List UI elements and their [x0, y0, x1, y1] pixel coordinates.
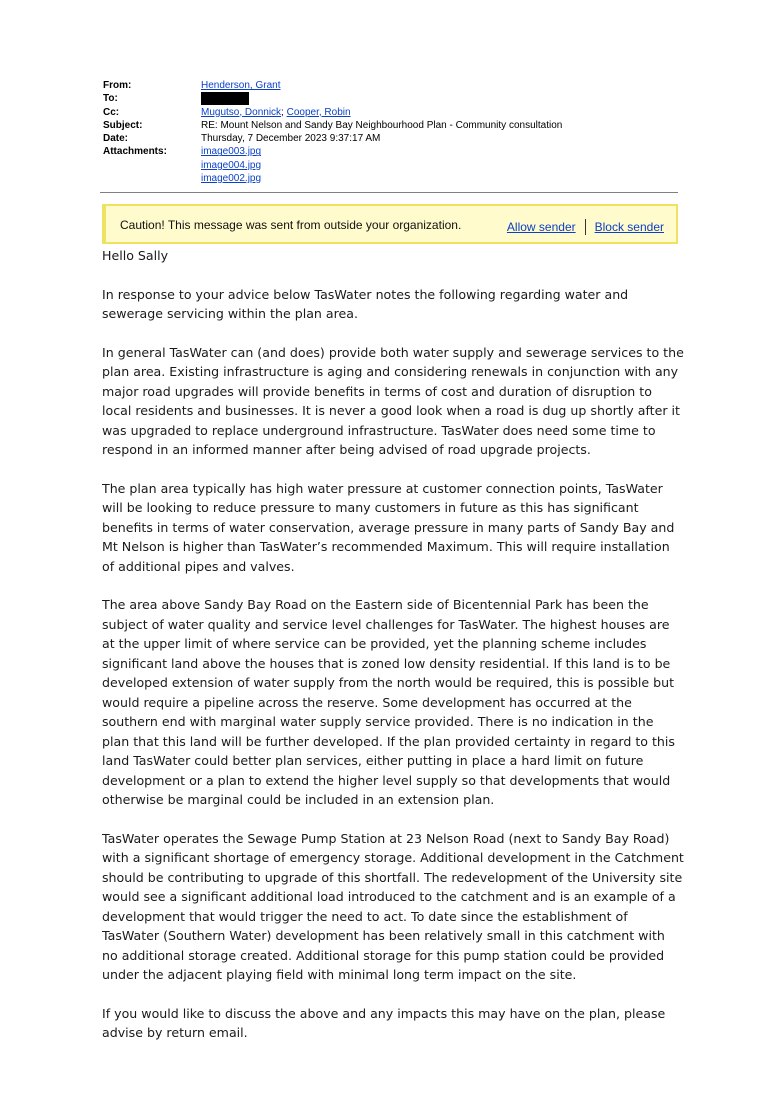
- attachments-row: [103, 145, 678, 185]
- body-paragraph: The area above Sandy Bay Road on the Eastern side of Bicentennial Park has been the subject of water quality and service level challenges for TasWater. The highest houses are at the upper limit of where service can be provided, yet the planning scheme includes significant land above the houses that is zoned low density residential. If this land is to be developed extension of water supply from the north would be required, this is possible but would require a pipeline across the reserve. Some development has occurred at the southern end with marginal water supply service provided. There is no indication in the plan that this land will be further developed. If the plan provided certainty in regard to this land TasWater could better plan services, either putting in place a hard limit on future development or a plan to extend the higher level supply so that developments that would otherwise be marginal could be included in an extension plan.: [102, 597, 675, 807]
- attachment-link[interactable]: image002.jpg: [201, 173, 262, 185]
- subject-value: RE: Mount Nelson and Sandy Bay Neighbourhood Plan - Community consultation: [201, 119, 563, 131]
- allow-sender-link[interactable]: Allow sender: [506, 220, 576, 234]
- cc-label: Cc:: [103, 106, 120, 118]
- cc-recipient-link[interactable]: Mugutso, Donnick: [201, 106, 282, 118]
- attachments-list: [201, 145, 678, 185]
- external-sender-banner: [102, 204, 678, 244]
- date-label: Date:: [103, 133, 129, 145]
- attachment-link[interactable]: image003.jpg: [201, 146, 262, 158]
- header-divider: [100, 192, 678, 193]
- redacted-recipient: [201, 92, 249, 105]
- caution-message: Caution! This message was sent from outside your organization.: [120, 218, 462, 232]
- date-value: Thursday, 7 December 2023 9:37:17 AM: [201, 133, 381, 145]
- cc-separator: ;: [281, 106, 284, 118]
- from-label: From:: [103, 80, 132, 91]
- cc-row: [103, 106, 678, 119]
- cc-recipient-link[interactable]: Cooper, Robin: [286, 106, 351, 118]
- block-sender-link[interactable]: Block sender: [594, 220, 664, 234]
- email-header: [103, 79, 678, 185]
- email-body: [102, 246, 684, 1062]
- body-paragraph: In general TasWater can (and does) provide both water supply and sewerage services to the plan area. Existing infrastructure is aging and considering renewals in conjunction with any major road upgrades will provide benefits in terms of cost and duration of disruption to local residents and businesses. It is never a good look when a road is dug up shortly after it was upgraded to replace underground infrastructure. TasWater does need some time to respond in an informed manner after being advised of road upgrade projects.: [102, 344, 684, 457]
- body-paragraph: In response to your advice below TasWater notes the following regarding water and sewerage servicing within the plan area.: [102, 286, 629, 321]
- greeting: Hello Sally: [102, 248, 169, 263]
- from-row: [103, 79, 678, 92]
- to-row: [103, 92, 678, 105]
- to-label: To:: [103, 93, 118, 105]
- body-paragraph: If you would like to discuss the above and any impacts this may have on the plan, please advise by return email.: [102, 1005, 666, 1040]
- attachments-label: Attachments:: [103, 146, 167, 158]
- caution-actions: [507, 219, 664, 235]
- attachment-link[interactable]: image004.jpg: [201, 159, 262, 171]
- sender-link[interactable]: Henderson, Grant: [201, 80, 281, 91]
- subject-label: Subject:: [103, 119, 143, 131]
- body-paragraph: TasWater operates the Sewage Pump Station at 23 Nelson Road (next to Sandy Bay Road) with a significant shortage of emergency storage. Additional development in the Catchment should be contributing to upgrade of this shortfall. The redevelopment of the University site would see a significant additional load introduced to the catchment and is an example of a development that would trigger the need to act. To date since the establishment of TasWater (Southern Water) development has been relatively small in this catchment with no additional storage created. Additional storage for this pump station could be provided under the adjacent playing field with minimal long term impact on the site.: [102, 830, 684, 982]
- date-row: [103, 132, 678, 145]
- body-paragraph: The plan area typically has high water pressure at customer connection points, TasWater will be looking to reduce pressure to many customers in future as this has significant benefits in terms of water conservation, average pressure in many parts of Sandy Bay and Mt Nelson is higher than TasWater’s recommended Maximum. This will require installation of additional pipes and valves.: [102, 480, 675, 574]
- caution-separator: [585, 219, 586, 235]
- subject-row: [103, 119, 678, 132]
